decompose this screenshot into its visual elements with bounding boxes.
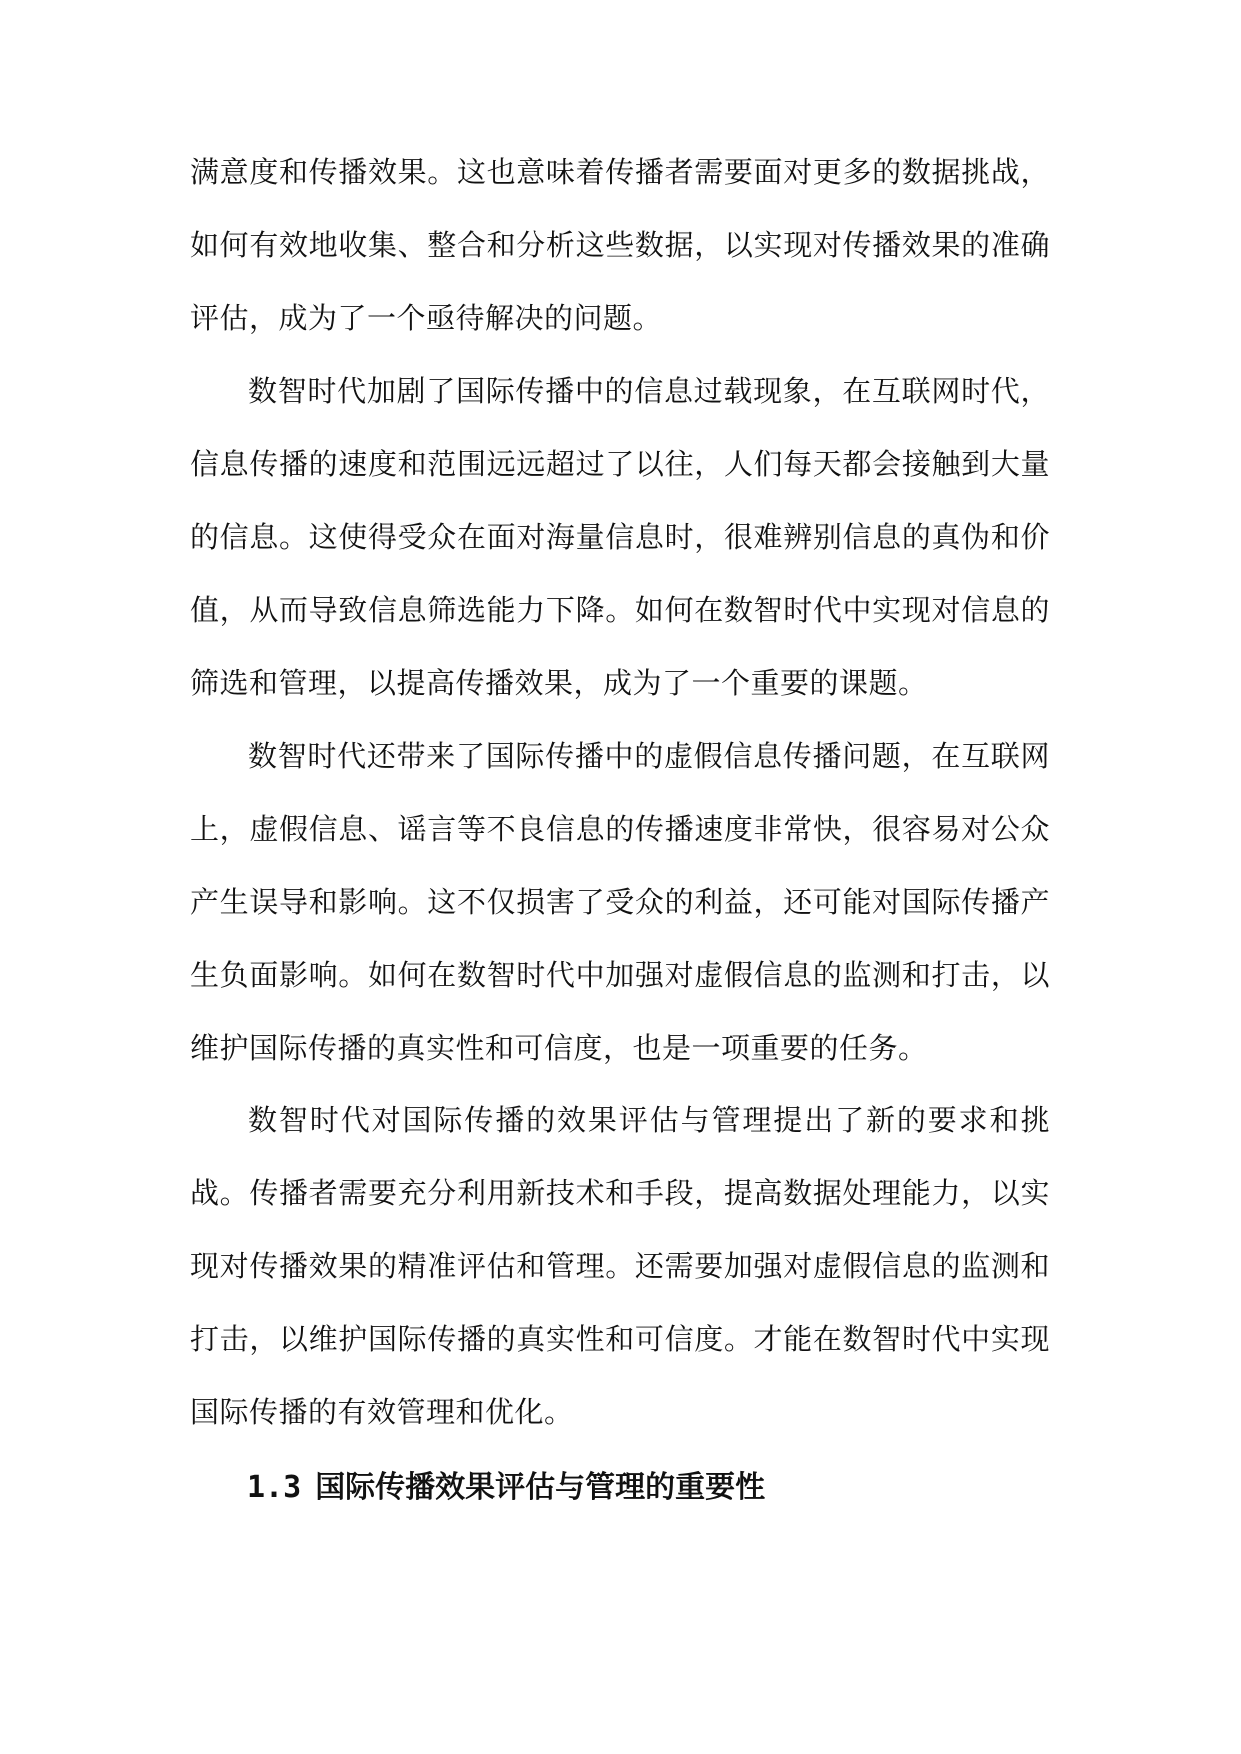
paragraph-false-information: 数智时代还带来了国际传播中的虚假信息传播问题，在互联网上，虚假信息、谣言等不良信息的传播速度非常快，很容易对公众产生误导和影响。这不仅损害了受众的利益，还可能对国际传播产生负面影响。如何在数智时代中加强对虚假信息的监测和打击，以维护国际传播的真实性和可信度，也是一项重要的任务。 bbox=[190, 739, 1050, 1065]
paragraph-continuation: 满意度和传播效果。这也意味着传播者需要面对更多的数据挑战，如何有效地收集、整合和分析这些数据，以实现对传播效果的准确评估，成为了一个亟待解决的问题。 bbox=[190, 155, 1050, 335]
paragraph-information-overload: 数智时代加剧了国际传播中的信息过载现象，在互联网时代，信息传播的速度和范围远远超过了以往，人们每天都会接触到大量的信息。这使得受众在面对海量信息时，很难辨别信息的真伪和价值，从而导致信息筛选能力下降。如何在数智时代中实现对信息的筛选和管理，以提高传播效果，成为了一个重要的课题。 bbox=[190, 374, 1050, 700]
paragraph-new-requirements: 数智时代对国际传播的效果评估与管理提出了新的要求和挑战。传播者需要充分利用新技术和手段，提高数据处理能力，以实现对传播效果的精准评估和管理。还需要加强对虚假信息的监测和打击，以维护国际传播的真实性和可信度。才能在数智时代中实现国际传播的有效管理和优化。 bbox=[190, 1103, 1050, 1429]
section-title: 国际传播效果评估与管理的重要性 bbox=[315, 1470, 766, 1505]
section-heading bbox=[247, 1468, 765, 1508]
section-number: 1.3 bbox=[247, 1470, 302, 1505]
